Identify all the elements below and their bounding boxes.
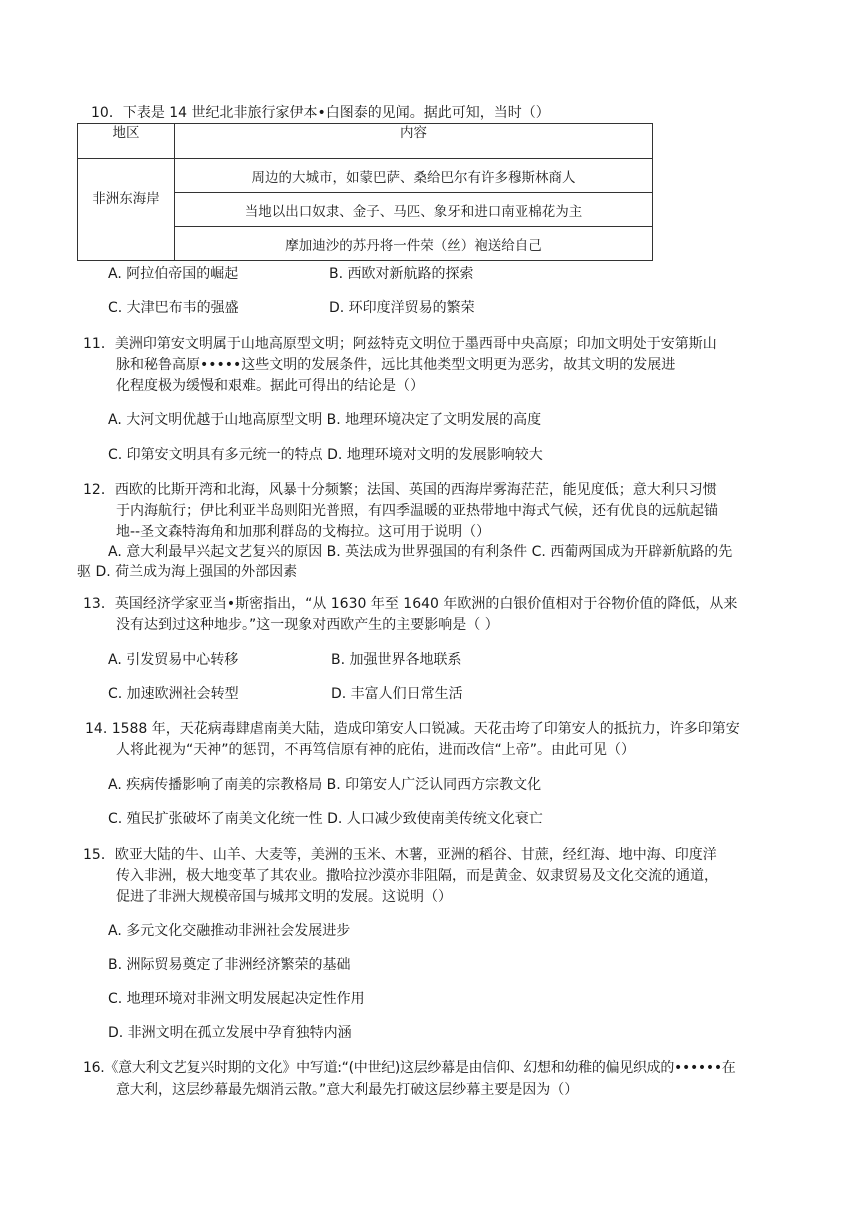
q11-line-1: 11．美洲印第安文明属于山地高原型文明；阿兹特克文明位于墨西哥中央高原；印加文明处于安第斯山 bbox=[83, 336, 717, 352]
table-header-content: 内容 bbox=[175, 124, 653, 159]
q13-option-a: A. 引发贸易中心转移 bbox=[108, 652, 239, 668]
q13-option-b: B. 加强世界各地联系 bbox=[331, 652, 462, 668]
q14-line-1: 14. 1588 年，天花病毒肆虐南美大陆，造成印第安人口锐减。天花击垮了印第安人的抵抗力，许多印第安 bbox=[85, 721, 740, 737]
q12-line-1: 12．西欧的比斯开湾和北海，风暴十分频繁；法国、英国的西海岸雾海茫茫，能见度低；意大利只习惯 bbox=[83, 482, 717, 498]
q15-option-c: C. 地理环境对非洲文明发展起决定性作用 bbox=[108, 991, 365, 1007]
q15-option-a: A. 多元文化交融推动非洲社会发展进步 bbox=[108, 923, 351, 939]
q13-option-c: C. 加速欧洲社会转型 bbox=[108, 686, 239, 702]
table-cell-content-2: 当地以出口奴隶、金子、马匹、象牙和进口南亚棉花为主 bbox=[175, 193, 653, 227]
q16-line-2: 意大利，这层纱幕最先烟消云散。”意大利最先打破这层纱幕主要是因为（） bbox=[116, 1082, 579, 1098]
q15-line-2: 传入非洲，极大地变革了其农业。撒哈拉沙漠亦非阻隔，而是黄金、奴隶贸易及文化交流的通道， bbox=[116, 868, 718, 884]
q12-line-2: 于内海航行；伊比利亚半岛则阳光普照，有四季温暖的亚热带地中海式气候，还有优良的远航起锚 bbox=[116, 503, 718, 519]
q11-line-2: 脉和秘鲁高原•••••这些文明的发展条件，远比其他类型文明更为恶劣，故其文明的发展进 bbox=[116, 357, 676, 373]
q11-option-ab: A. 大河文明优越于山地高原型文明 B. 地理环境决定了文明发展的高度 bbox=[108, 412, 542, 428]
table-header-region: 地区 bbox=[78, 124, 175, 159]
q11-option-cd: C. 印第安文明具有多元统一的特点 D. 地理环境对文明的发展影响较大 bbox=[108, 447, 543, 463]
q13-line-2: 没有达到过这种地步。”这一现象对西欧产生的主要影响是（ ） bbox=[116, 617, 499, 633]
q15-line-3: 促进了非洲大规模帝国与城邦文明的发展。这说明（） bbox=[116, 889, 452, 905]
q10-option-d: D. 环印度洋贸易的繁荣 bbox=[329, 300, 475, 316]
q13-option-d: D. 丰富人们日常生活 bbox=[331, 686, 463, 702]
q14-option-cd: C. 殖民扩张破坏了南美文化统一性 D. 人口减少致使南美传统文化衰亡 bbox=[108, 811, 543, 827]
table-cell-content-3: 摩加迪沙的苏丹将一件荣（丝）袍送给自己 bbox=[175, 227, 653, 261]
q10-option-b: B. 西欧对新航路的探索 bbox=[329, 266, 474, 282]
q12-options-line-2: 驱 D. 荷兰成为海上强国的外部因素 bbox=[77, 564, 298, 580]
q15-option-b: B. 洲际贸易奠定了非洲经济繁荣的基础 bbox=[108, 957, 351, 973]
q10-option-a: A. 阿拉伯帝国的崛起 bbox=[108, 266, 239, 282]
table-cell-content-1: 周边的大城市，如蒙巴萨、桑给巴尔有许多穆斯林商人 bbox=[175, 159, 653, 193]
q13-line-1: 13．英国经济学家亚当•斯密指出，“从 1630 年至 1640 年欧洲的白银价值相对于谷物价值的降低，从来 bbox=[83, 596, 738, 612]
q15-option-d: D. 非洲文明在孤立发展中孕育独特内涵 bbox=[108, 1025, 352, 1041]
q11-line-3: 化程度极为缓慢和艰难。据此可得出的结论是（） bbox=[116, 378, 424, 394]
q14-line-2: 人将此视为“天神”的惩罚，不再笃信原有神的庇佑，进而改信“上帝”。由此可见（） bbox=[116, 742, 636, 758]
q10-table bbox=[77, 123, 653, 261]
q10-option-c: C. 大津巴布韦的强盛 bbox=[108, 300, 239, 316]
q10-stem: 10．下表是 14 世纪北非旅行家伊本•白图泰的见闻。据此可知，当时（） bbox=[91, 105, 550, 121]
q14-option-ab: A. 疾病传播影响了南美的宗教格局 B. 印第安人广泛认同西方宗教文化 bbox=[108, 777, 542, 793]
table-cell-region: 非洲东海岸 bbox=[78, 159, 175, 261]
q16-line-1: 16.《意大利文艺复兴时期的文化》中写道:“(中世纪)这层纱幕是由信仰、幻想和幼稚的偏见织成的••••••在 bbox=[83, 1060, 736, 1076]
q15-line-1: 15．欧亚大陆的牛、山羊、大麦等，美洲的玉米、木薯，亚洲的稻谷、甘蔗，经红海、地中海、印度洋 bbox=[83, 847, 717, 863]
q12-options-line-1: A. 意大利最早兴起文艺复兴的原因 B. 英法成为世界强国的有利条件 C. 西葡两国成为开辟新航路的先 bbox=[108, 544, 733, 560]
q12-line-3: 地--圣文森特海角和加那利群岛的戈梅拉。这可用于说明（） bbox=[116, 524, 491, 540]
